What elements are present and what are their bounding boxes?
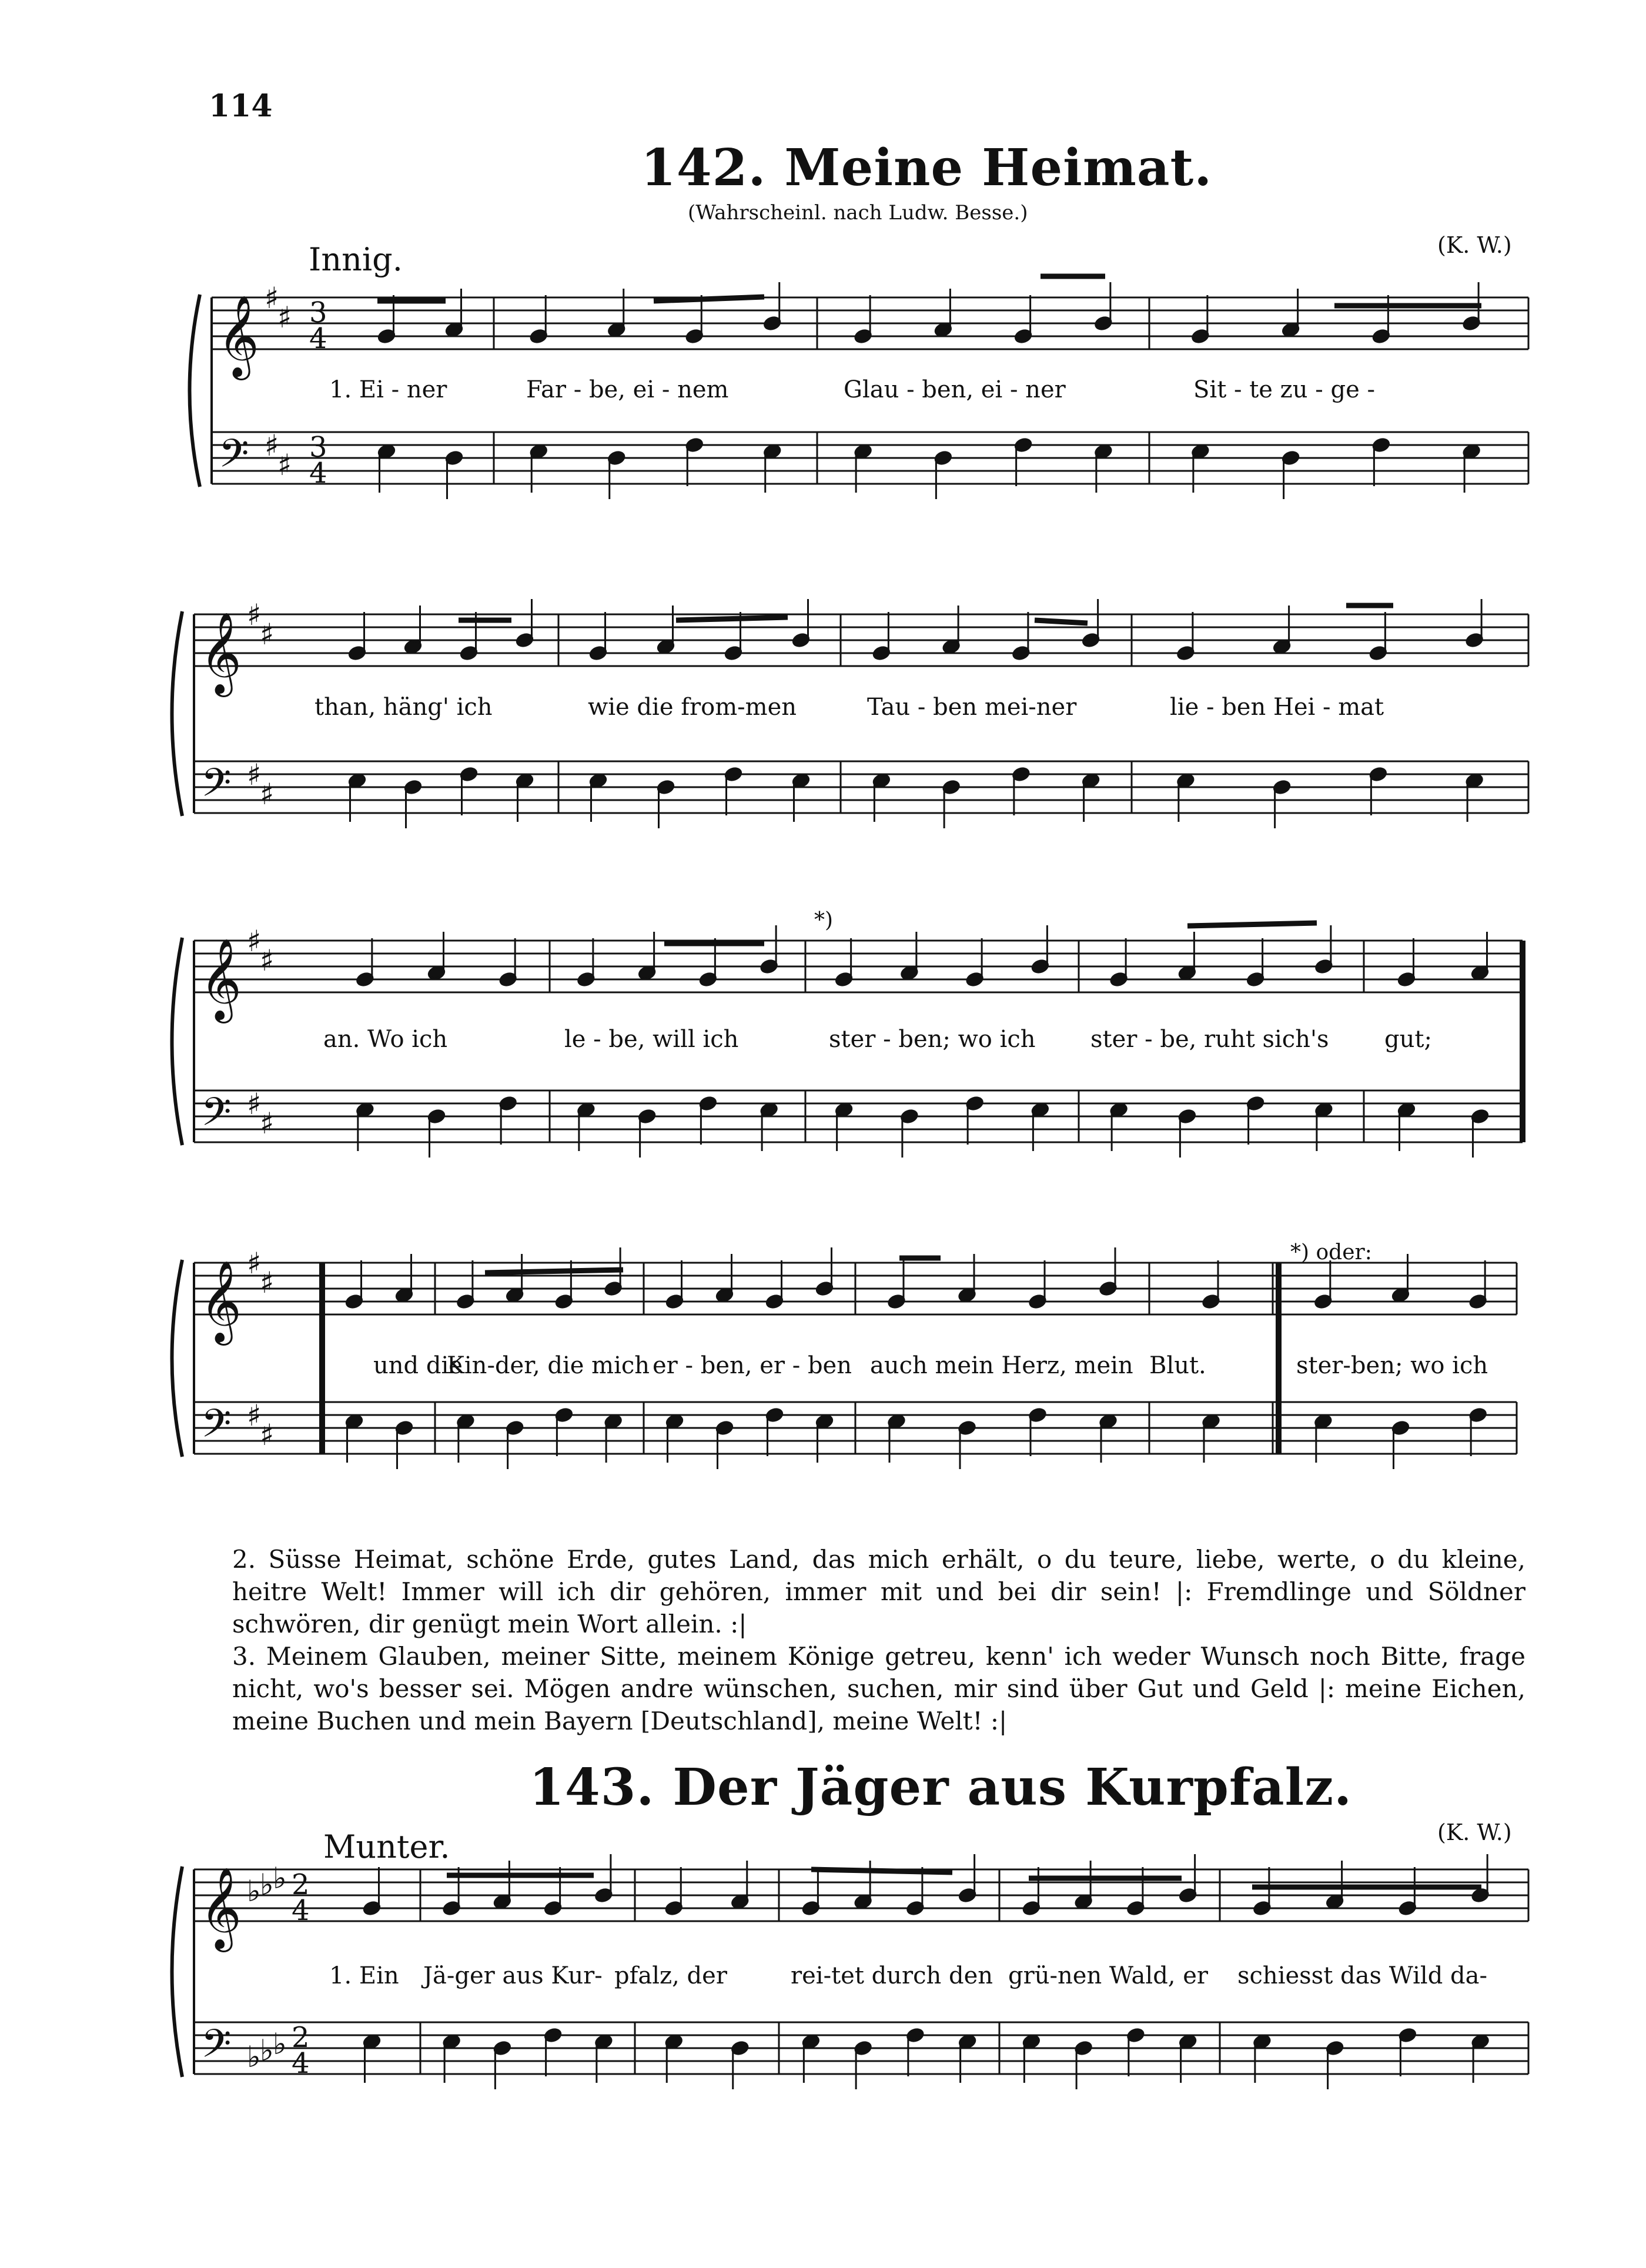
lyric-143-m6: schiesst das Wild da-: [1237, 1962, 1487, 1989]
key-flat: ♭: [247, 2040, 261, 2074]
key-sharp: ♯: [260, 1418, 275, 1452]
key-sharp: ♯: [247, 1246, 262, 1280]
note-beam: [811, 1869, 952, 1872]
key-sharp: ♯: [247, 758, 262, 792]
lyric-143-m4: rei-tet durch den: [791, 1962, 993, 1989]
bass-clef: 𝄢: [201, 1401, 232, 1456]
song-142-number: 142.: [641, 138, 767, 198]
lyric-s4-m3: er - ben, er - ben: [653, 1352, 852, 1379]
song-142-subtitle: (Wahrscheinl. nach Ludw. Besse.): [688, 201, 1028, 225]
key-sharp: ♯: [247, 598, 262, 632]
footnote-label: *) oder:: [1290, 1240, 1372, 1265]
lyric-s4-m6: ster-ben; wo ich: [1296, 1352, 1488, 1379]
lyric-s1-m3: Glau - ben, ei - ner: [844, 376, 1066, 403]
lyric-143-m5: grü-nen Wald, er: [1008, 1962, 1209, 1989]
system-brace: [172, 611, 183, 816]
treble-clef: 𝄞: [200, 938, 242, 1020]
treble-clef: 𝄞: [218, 295, 259, 377]
verse-3: 3. Meinem Glauben, meiner Sitte, meinem Könige getreu, kenn' ich weder Wunsch noch Bitte, frage nicht, wo's besser sei. Mögen andre wünschen, suchen, mir sind über Gut und Geld |: meine Eichen, meine Buchen und mein Bayern [Deutschland], meine Welt! :|: [232, 1642, 1525, 1735]
lyric-143-m3: pfalz, der: [614, 1962, 727, 1989]
song-143-attribution: (K. W.): [1437, 1819, 1512, 1845]
song-143-tempo: Munter.: [323, 1828, 450, 1865]
lyric-s4-m1: und die: [373, 1352, 463, 1379]
time-sig-num: 2: [292, 1868, 310, 1901]
lyric-s1-m4: Sit - te zu - ge -: [1193, 376, 1375, 403]
key-sharp: ♯: [277, 300, 292, 334]
bass-clef: 𝄢: [219, 431, 249, 486]
key-flat: ♭: [247, 1874, 261, 1908]
time-sig-den: 4: [292, 2047, 310, 2080]
lyric-s2-m4: lie - ben Hei - mat: [1170, 694, 1384, 721]
time-sig-num: 3: [309, 296, 327, 329]
footnote-mark: *): [814, 908, 834, 932]
system-brace: [190, 295, 200, 487]
lyric-143-m1: 1. Ein: [329, 1962, 399, 1989]
lyric-s3-m4: ster - be, ruht sich's: [1090, 1026, 1329, 1053]
lyric-s4-m4: auch mein Herz, mein: [870, 1352, 1133, 1379]
key-sharp: ♯: [247, 1087, 262, 1121]
lyric-s2-m2: wie die from-men: [588, 694, 797, 721]
song-142-attribution: (K. W.): [1437, 232, 1512, 258]
lyric-s3-m3: ster - ben; wo ich: [829, 1026, 1036, 1053]
system-brace: [172, 1866, 183, 2077]
lyric-s3-m2: le - be, will ich: [564, 1026, 739, 1053]
time-sig-den: 4: [292, 1894, 310, 1927]
system-brace: [172, 938, 183, 1145]
note-beam: [485, 1270, 623, 1273]
treble-clef: 𝄞: [200, 1260, 242, 1342]
key-sharp: ♯: [265, 429, 279, 463]
key-flat: ♭: [260, 1868, 274, 1902]
lyric-s4-m2: Kin-der, die mich: [447, 1352, 650, 1379]
song-142-title-text: Meine Heimat.: [784, 138, 1213, 198]
time-sig-num: 3: [309, 431, 327, 464]
note-beam: [676, 617, 788, 620]
note-beam: [1187, 923, 1317, 926]
song-143-number: 143.: [529, 1758, 655, 1817]
system-brace: [172, 1260, 183, 1457]
time-sig-den: 4: [309, 457, 327, 490]
bass-clef: 𝄢: [201, 1089, 232, 1144]
key-flat: ♭: [260, 2033, 274, 2068]
bass-clef: 𝄢: [201, 760, 232, 815]
score-layer: [172, 276, 1529, 2089]
key-sharp: ♯: [260, 617, 275, 651]
key-sharp: ♯: [260, 777, 275, 811]
key-sharp: ♯: [260, 1266, 275, 1300]
lyric-s1-m2: Far - be, ei - nem: [526, 376, 729, 403]
time-sig-den: 4: [309, 322, 327, 355]
lyric-s2-m3: Tau - ben mei-ner: [867, 694, 1077, 721]
page-number: 114: [209, 88, 273, 124]
lyric-143-m2: Jä-ger aus Kur-: [423, 1962, 603, 1989]
song-143-title-text: Der Jäger aus Kurpfalz.: [673, 1758, 1353, 1817]
key-sharp: ♯: [247, 924, 262, 958]
time-sig-num: 2: [292, 2021, 310, 2054]
song-142-tempo: Innig.: [309, 241, 403, 278]
verse-2: 2. Süsse Heimat, schöne Erde, gutes Land, das mich erhält, o du teure, liebe, werte, o du kleine, heitre Welt! Immer will ich dir gehören, immer mit und bei dir sein! |: Fremdlinge und Söldner schwören, dir genügt mein Wort allein. :|: [232, 1545, 1525, 1638]
lyric-s1-m1: 1. Ei - ner: [329, 376, 447, 403]
key-sharp: ♯: [247, 1399, 262, 1433]
key-flat: ♭: [273, 2027, 287, 2061]
key-sharp: ♯: [277, 448, 292, 482]
key-sharp: ♯: [265, 281, 279, 315]
lyric-s3-m5: gut;: [1384, 1026, 1432, 1053]
lyric-s4-m5: Blut.: [1149, 1352, 1206, 1379]
key-sharp: ♯: [260, 944, 275, 978]
key-sharp: ♯: [260, 1106, 275, 1140]
lyric-s3-m1: an. Wo ich: [323, 1026, 448, 1053]
lyric-s2-m1: than, häng' ich: [315, 694, 493, 721]
treble-clef: 𝄞: [200, 1867, 242, 1949]
key-flat: ♭: [273, 1861, 287, 1895]
bass-clef: 𝄢: [201, 2021, 232, 2076]
note-beam: [1035, 620, 1088, 623]
treble-clef: 𝄞: [200, 612, 242, 694]
